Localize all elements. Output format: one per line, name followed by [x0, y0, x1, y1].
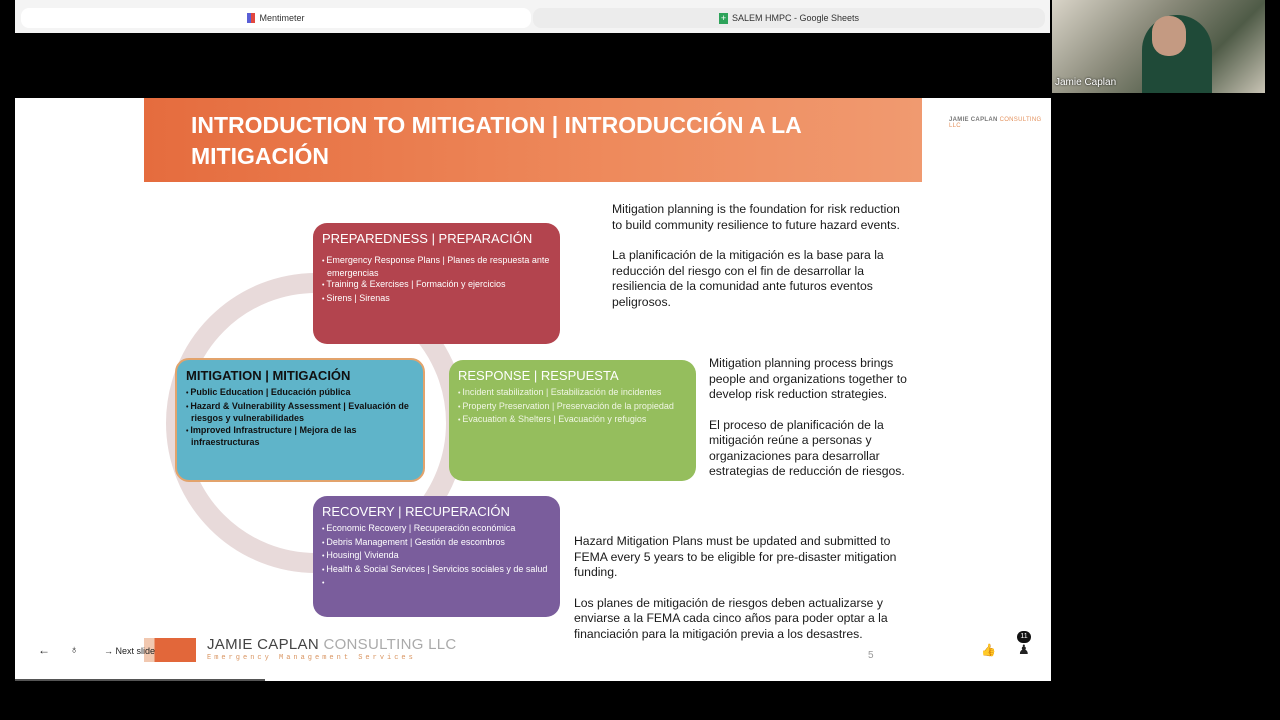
slide-progress-bar: [15, 679, 265, 681]
lightbulb-icon[interactable]: ♁: [70, 644, 79, 656]
logo-rest: CONSULTING LLC: [949, 117, 1042, 129]
list-item: • Property Preservation | Preservación de la propiedad: [458, 401, 687, 414]
list-item: • Sirens | Sirenas: [322, 293, 551, 306]
sheets-icon: +: [720, 12, 727, 23]
participant-face: [1152, 16, 1186, 56]
tab-label: SALEM HMPC - Google Sheets: [731, 13, 860, 23]
tab-mentimeter[interactable]: [21, 8, 531, 28]
next-slide-button[interactable]: [104, 646, 155, 656]
list-item: [322, 577, 551, 590]
presentation-stage: [15, 98, 1051, 681]
list-item: • Emergency Response Plans | Planes de respuesta ante emergencias: [322, 255, 551, 278]
box-title: PREPAREDNESS | PREPARACIÓN: [322, 231, 533, 246]
paragraph-es: El proceso de planificación de la mitigación reúne a personas y organizaciones para desarrollar estrategias de reducción de riesgos.: [709, 417, 905, 478]
list-item: • Debris Management | Gestión de escombros: [322, 537, 551, 550]
browser-tab-bar: [15, 0, 1050, 33]
text-block-foundation: [612, 202, 902, 325]
arrow-right-icon: →: [104, 646, 116, 656]
paragraph-en: Mitigation planning process brings people and organizations together to develop risk reduction strategies.: [709, 356, 907, 401]
recovery-box: [313, 496, 560, 617]
list-item: • Hazard & Vulnerability Assessment | Evaluación de riesgos y vulnerabilidades: [186, 401, 414, 424]
list-item: • Incident stabilization | Estabilización de incidentes: [458, 387, 687, 400]
text-block-process: [709, 356, 914, 495]
list-item: • Housing| Vivienda: [322, 550, 551, 563]
page-number: 5: [868, 650, 874, 661]
list-item: • Improved Infrastructure | Mejora de las infraestructuras: [186, 425, 414, 448]
next-slide-label: Next slide: [115, 646, 156, 656]
footer-rest: CONSULTING LLC: [323, 636, 457, 653]
mentimeter-icon: [247, 13, 255, 23]
header-logo: [949, 117, 1051, 129]
participants-badge: 11: [1017, 631, 1031, 643]
preparedness-box: [313, 223, 560, 344]
box-title: RESPONSE | RESPUESTA: [458, 368, 619, 383]
back-arrow-icon[interactable]: ←: [38, 643, 50, 657]
slide-title: INTRODUCTION TO MITIGATION | INTRODUCCIÓN A LA MITIGACIÓN: [144, 98, 922, 182]
list-item: • Public Education | Educación pública: [186, 387, 414, 400]
paragraph-en: Hazard Mitigation Plans must be updated and submitted to FEMA every 5 years to be eligible for pre-disaster mitigation funding.: [574, 534, 897, 579]
response-box: [449, 360, 696, 481]
participant-video[interactable]: [1052, 0, 1265, 93]
list-item: • Economic Recovery | Recuperación económica: [322, 523, 551, 536]
footer-logo-text: [207, 636, 457, 653]
list-item: • Health & Social Services | Servicios sociales y de salud: [322, 564, 551, 577]
text-block-fema: [574, 534, 914, 657]
footer-name: JAMIE CAPLAN: [207, 636, 319, 653]
participant-name: Jamie Caplan: [1055, 77, 1117, 88]
thumbs-up-icon[interactable]: 👍: [981, 643, 996, 657]
footer-subtitle: Emergency Management Services: [207, 654, 416, 662]
box-title: MITIGATION | MITIGACIÓN: [186, 368, 351, 383]
paragraph-es: La planificación de la mitigación es la base para la reducción del riesgo con el fin de desarrollar la resiliencia de la comunidad ante futuros eventos peligrosos.: [612, 248, 884, 309]
logo-name: JAMIE CAPLAN: [949, 117, 998, 123]
paragraph-es: Los planes de mitigación de riesgos deben actualizarse y enviarse a la FEMA cada cinco años para poder optar a la financiación para la mitigación previa a los desastres.: [574, 595, 888, 641]
list-item: • Training & Exercises | Formación y ejercicios: [322, 279, 551, 292]
tab-label: Mentimeter: [259, 13, 305, 23]
tab-google-sheets[interactable]: [533, 8, 1045, 28]
list-item: • Evacuation & Shelters | Evacuación y refugios: [458, 414, 687, 427]
box-title: RECOVERY | RECUPERACIÓN: [322, 504, 510, 519]
paragraph-en: Mitigation planning is the foundation for risk reduction to build community resilience to future hazard events.: [612, 202, 900, 232]
mitigation-box: [175, 358, 425, 482]
person-icon[interactable]: ♟: [1018, 642, 1030, 657]
